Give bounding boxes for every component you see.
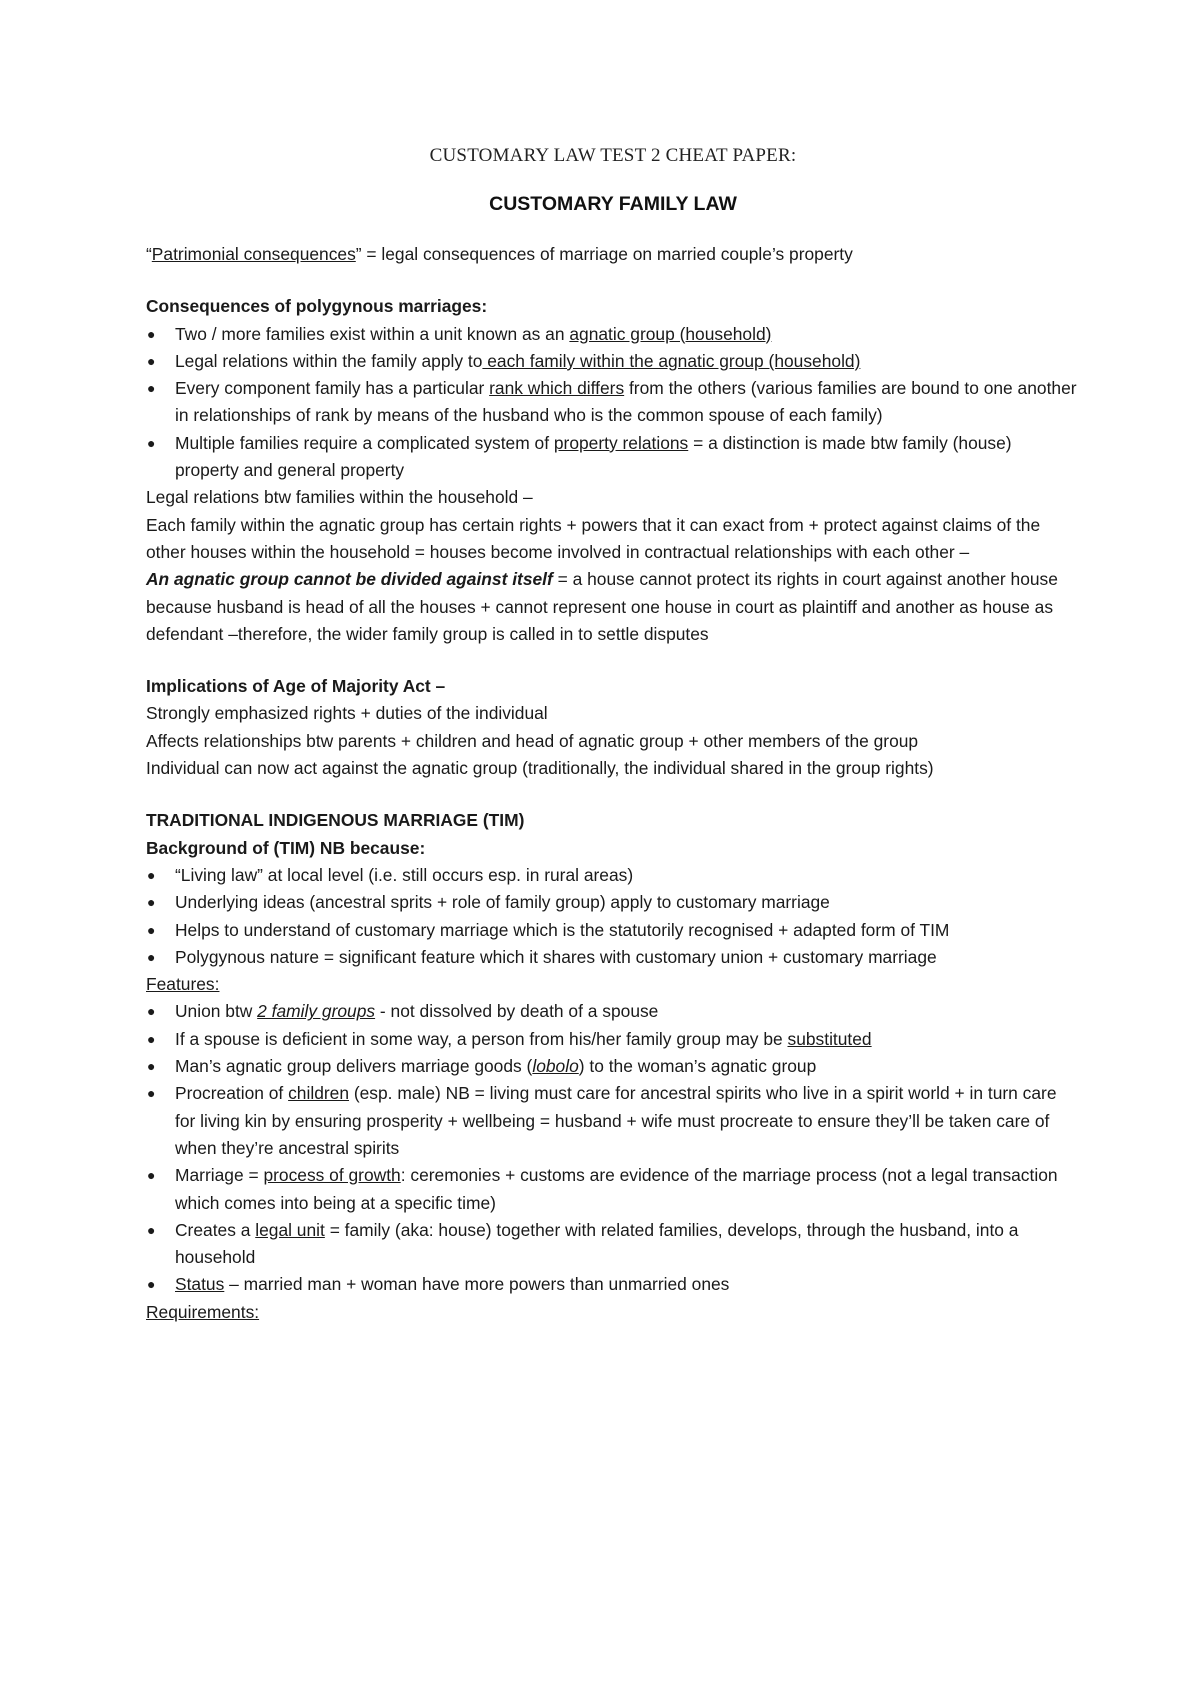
text-run: Marriage = xyxy=(175,1165,264,1186)
text-run: : ceremonies + customs are evidence of the marriage process (not a legal transaction which comes into being at a specific time) xyxy=(175,1165,1058,1213)
text-run: = a distinction is made btw family (house) property and general property xyxy=(175,432,1012,481)
underlined-text: 2 family groups xyxy=(257,1001,376,1022)
list-item xyxy=(146,321,1080,348)
bullet-icon: ● xyxy=(147,1030,156,1047)
list-item xyxy=(146,1026,1080,1053)
list-item xyxy=(146,862,1080,889)
majority-line: Individual can now act against the agnatic group (traditionally, the individual shared in the group rights) xyxy=(146,758,934,779)
text-run: ) to the woman’s agnatic group xyxy=(578,1056,817,1077)
underlined-text: legal unit xyxy=(255,1219,325,1240)
bullet-icon: ● xyxy=(147,1167,156,1184)
bullet-icon: ● xyxy=(147,1058,156,1075)
text-run: If a spouse is deficient in some way, a person from his/her family group may be xyxy=(175,1028,788,1049)
agnatic-division-paragraph xyxy=(146,566,1080,648)
bullet-icon: ● xyxy=(147,1221,156,1238)
text-run: Polygynous nature = significant feature which it shares with customary union + customary marriage xyxy=(175,946,937,967)
document-title: CUSTOMARY LAW TEST 2 CHEAT PAPER: xyxy=(429,145,797,166)
requirements-label: Requirements: xyxy=(146,1301,260,1322)
bullet-icon: ● xyxy=(147,434,156,451)
list-item xyxy=(146,375,1080,430)
text-run: Union btw xyxy=(175,1001,258,1022)
list-item xyxy=(146,917,1080,944)
list-item xyxy=(146,1053,1080,1080)
patrimonial-definition xyxy=(146,241,1080,268)
text-run: Underlying ideas (ancestral sprits + role of family group) apply to customary marriage xyxy=(175,892,830,913)
underlined-text: Status xyxy=(175,1274,225,1295)
list-item xyxy=(146,998,1080,1025)
text-run: Helps to understand of customary marriage which is the statutorily recognised + adapted form of TIM xyxy=(175,919,950,940)
underlined-text: process of growth xyxy=(263,1165,401,1186)
text-run: “Living law” at local level (i.e. still occurs esp. in rural areas) xyxy=(175,864,634,885)
bullet-icon: ● xyxy=(147,352,156,369)
polygynous-list xyxy=(146,321,1080,485)
text-run: from the others (various families are bound to one another in relationships of rank by means of the husband who is the common spouse of each family) xyxy=(175,378,1077,426)
underlined-text: rank which differs xyxy=(489,378,625,399)
underlined-text: lobolo xyxy=(532,1056,579,1077)
bullet-icon: ● xyxy=(147,948,156,965)
patrimonial-term: Patrimonial consequences xyxy=(151,244,356,264)
text-run: Two / more families exist within a unit known as an xyxy=(175,323,570,344)
underlined-text: property relations xyxy=(553,432,689,453)
tim-background-list xyxy=(146,862,1080,971)
text-run: Legal relations within the family apply to xyxy=(175,350,483,371)
list-item xyxy=(146,1162,1080,1217)
text-run: – married man + woman have more powers than unmarried ones xyxy=(224,1274,730,1295)
list-item xyxy=(146,889,1080,916)
list-item xyxy=(146,1271,1080,1298)
patrimonial-rest: ” = legal consequences of marriage on married couple’s property xyxy=(355,244,853,264)
tim-background-heading: Background of (TIM) NB because: xyxy=(146,837,426,858)
bullet-icon: ● xyxy=(147,866,156,883)
underlined-text: agnatic group (household) xyxy=(569,323,772,344)
text-run: (esp. male) NB = living must care for ancestral spirits who live in a spirit world + in turn care for living kin by ensuring prosperity + wellbeing = husband + wife must procreate to ensure they’ll be taken care of when they’re ancestral spirits xyxy=(175,1083,1057,1158)
bullet-icon: ● xyxy=(147,1085,156,1102)
household-relations-line: Legal relations btw families within the household – xyxy=(146,487,533,508)
underlined-text: children xyxy=(288,1083,350,1104)
tim-heading: TRADITIONAL INDIGENOUS MARRIAGE (TIM) xyxy=(146,810,525,831)
text-run: Multiple families require a complicated system of xyxy=(175,432,554,453)
features-label: Features: xyxy=(146,974,220,995)
list-item xyxy=(146,430,1080,485)
text-run: Procreation of xyxy=(175,1083,289,1104)
list-item xyxy=(146,1217,1080,1272)
bullet-icon: ● xyxy=(147,894,156,911)
rights-paragraph: Each family within the agnatic group has certain rights + powers that it can exact from + protect against claims of the other houses within the household = houses become involved in contractual relationships with each other – xyxy=(146,514,1041,562)
underlined-text: substituted xyxy=(787,1028,872,1049)
emphasis-text: An agnatic group cannot be divided against itself xyxy=(146,569,553,590)
text-run: Every component family has a particular xyxy=(175,378,490,399)
majority-heading: Implications of Age of Majority Act – xyxy=(146,676,446,697)
document-subtitle: CUSTOMARY FAMILY LAW xyxy=(489,193,737,215)
majority-line: Strongly emphasized rights + duties of the individual xyxy=(146,703,548,724)
text-run: = a house cannot protect its rights in court against another house because husband is head of all the houses + cannot represent one house in court as plaintiff and another as house as defendant –therefore, the wider family group is called in to settle disputes xyxy=(146,569,1058,644)
text-run: = family (aka: house) together with related families, develops, through the husband, into a household xyxy=(175,1219,1019,1268)
bullet-icon: ● xyxy=(147,380,156,397)
bullet-icon: ● xyxy=(147,325,156,342)
text-run: Creates a xyxy=(175,1219,256,1240)
list-item xyxy=(146,1080,1080,1162)
bullet-icon: ● xyxy=(147,1003,156,1020)
list-item xyxy=(146,944,1080,971)
polygynous-heading: Consequences of polygynous marriages: xyxy=(146,296,488,317)
bullet-icon: ● xyxy=(147,921,156,938)
text-run: - not dissolved by death of a spouse xyxy=(375,1001,659,1022)
open-quote: “ xyxy=(146,244,152,264)
bullet-icon: ● xyxy=(147,1276,156,1293)
text-run: Man’s agnatic group delivers marriage goods ( xyxy=(175,1056,533,1077)
majority-line: Affects relationships btw parents + children and head of agnatic group + other members of the group xyxy=(146,730,919,751)
underlined-text: each family within the agnatic group (household) xyxy=(482,350,861,371)
list-item xyxy=(146,348,1080,375)
features-list xyxy=(146,998,1080,1298)
